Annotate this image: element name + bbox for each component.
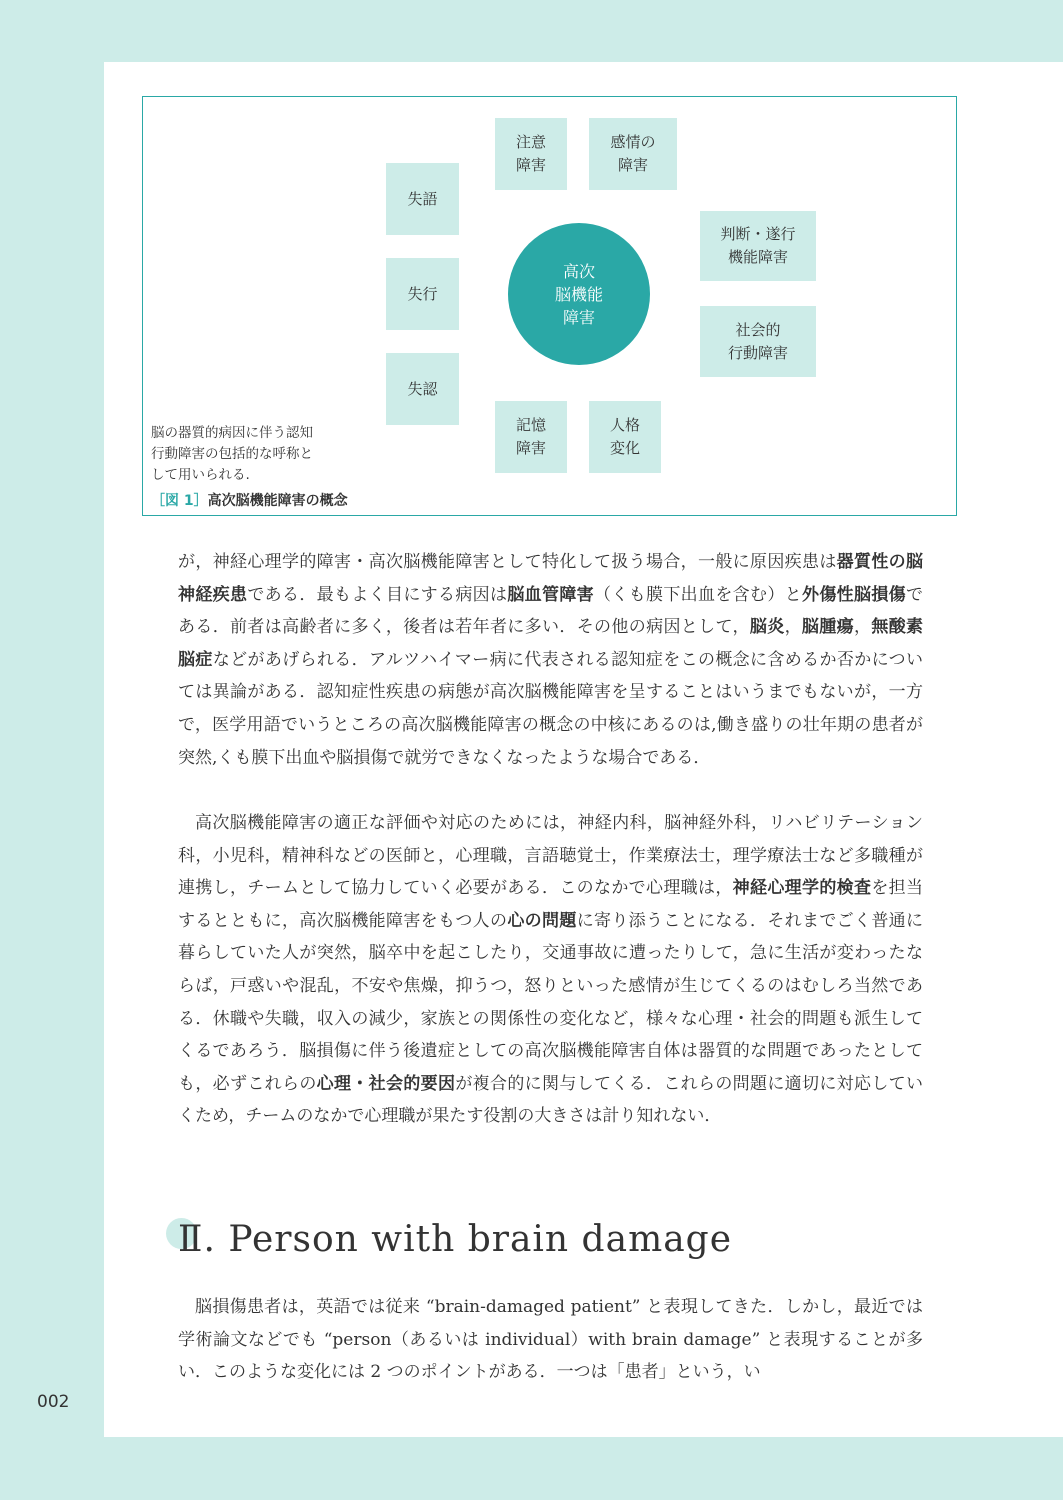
box-line: 失認: [407, 379, 438, 398]
box-memory-disorder: [495, 401, 567, 473]
bold-term: 心の問題: [507, 910, 577, 931]
page-number: 002: [37, 1392, 70, 1412]
text-run: に寄り添うことになる．それまでごく普通に暮らしていた人が突然，脳卒中を起こしたり，交通事故に遭ったりして，急に生活が変わったならば，戸惑いや混乱，不安や焦燥，抑うつ，怒りといった感情が生じてくるのはむしろ当然である．休職や失職，収入の減少，家族との関係性の変化など，様々な心理・社会的問題も派生してくるであろう．脳損傷に伴う後遺症としての高次脳機能障害自体は器質的な問題であったとしても，必ずこれらの: [178, 910, 924, 1094]
text-run: ，: [853, 617, 872, 638]
box-line: 失語: [407, 189, 438, 208]
box-line: 変化: [609, 439, 640, 457]
paragraph-3: 脳損傷患者は，英語では従来 “brain-damaged patient” と表現してきた．しかし，最近では学術論文などでも “person（あるいは individual）with brain damage” と表現することが多い．このような変化には 2 つのポイントがある．一つは「患者」という，い: [178, 1297, 923, 1383]
box-social-behavior-disorder: [700, 306, 816, 377]
figure-1: [142, 96, 957, 516]
box-line: 社会的: [735, 320, 781, 339]
center-circle: [508, 223, 650, 365]
box-line: 行動障害: [727, 343, 788, 362]
center-line: 脳機能: [554, 284, 603, 304]
box-aphasia: [386, 163, 459, 235]
box-executive-dysfunction: [700, 211, 816, 281]
text-run: が複合的に関与してくる．これらの問題に適切に対応していくため，チームのなかで心理職が果たす役割の大きさは計り知れない．: [178, 1073, 924, 1127]
box-apraxia: [386, 258, 459, 330]
bold-term: 器質性の脳神経疾患: [178, 552, 924, 605]
text-run: 高次脳機能障害の適正な評価や対応のためには，神経内科，脳神経外科，リハビリテーション科，小児科，精神科などの医師と，心理職，言語聴覚士，作業療法士，理学療法士など多職種が連携し，チームとして協力していく必要がある．このなかで心理職は，: [178, 813, 923, 899]
box-line: 障害: [515, 156, 546, 174]
text-run: である．前者は高齢者に多く，後者は若年者に多い．その他の病因として，: [178, 584, 924, 638]
section-number: Ⅱ.: [178, 1219, 216, 1260]
box-line: 注意: [515, 133, 546, 151]
figure-number: ［図 1］: [151, 493, 208, 509]
box-line: 障害: [515, 439, 546, 457]
box-attention-disorder: [495, 118, 567, 190]
bold-term: 脳腫瘍: [801, 617, 854, 638]
figure-caption: [151, 490, 348, 510]
center-line: 障害: [562, 307, 595, 327]
box-line: 障害: [617, 156, 648, 174]
bold-term: 外傷性脳損傷: [802, 584, 907, 605]
figure-description: [151, 423, 371, 486]
section-title: Person with brain damage: [228, 1219, 733, 1260]
bold-term: 脳血管障害: [507, 584, 595, 605]
description-line: 行動障害の包括的な呼称と: [151, 446, 313, 462]
bold-term: 無酸素脳症: [178, 617, 924, 670]
box-personality-change: [589, 401, 661, 473]
bold-term: 心理・社会的要因: [316, 1073, 456, 1094]
heading-text: [178, 1214, 732, 1266]
box-line: 感情の: [610, 133, 656, 151]
box-emotion-disorder: [589, 118, 677, 190]
box-agnosia: [386, 353, 459, 425]
text-run: が，神経心理学的障害・高次脳機能障害として特化して扱う場合，一般に原因疾患は: [178, 552, 837, 572]
text-run: ，: [784, 617, 802, 638]
text-run: を担当するとともに，高次脳機能障害をもつ人の: [178, 878, 924, 931]
text-run: である．最もよく目にする病因は: [247, 584, 508, 605]
box-line: 失行: [407, 284, 438, 303]
text-run: などがあげられる．アルツハイマー病に代表される認知症をこの概念に含めるか否かについては異論がある．認知症性疾患の病態が高次脳機能障害を呈することはいうまでもないが，一方で，医学用語でいうところの高次脳機能障害の概念の中核にあるのは,働き盛りの壮年期の患者が突然,くも膜下出血や脳損傷で就労できなくなったような場合である．: [178, 649, 924, 768]
center-line: 高次: [562, 261, 595, 281]
box-line: 記憶: [515, 416, 546, 434]
bold-term: 神経心理学的検査: [732, 878, 872, 899]
description-line: 脳の器質的病因に伴う認知: [151, 425, 313, 441]
box-line: 判断・遂行: [720, 225, 796, 243]
page: [104, 62, 1063, 1437]
paragraph-2: [178, 807, 923, 1133]
bold-term: 脳炎: [749, 617, 785, 638]
section-heading: [166, 1214, 866, 1274]
box-line: 機能障害: [727, 248, 788, 266]
figure-title: 高次脳機能障害の概念: [207, 493, 348, 509]
description-line: して用いられる.: [151, 467, 250, 483]
box-line: 人格: [609, 416, 640, 434]
paragraph-1: [178, 546, 923, 774]
text-run: （くも膜下出血を含む）と: [594, 584, 803, 605]
